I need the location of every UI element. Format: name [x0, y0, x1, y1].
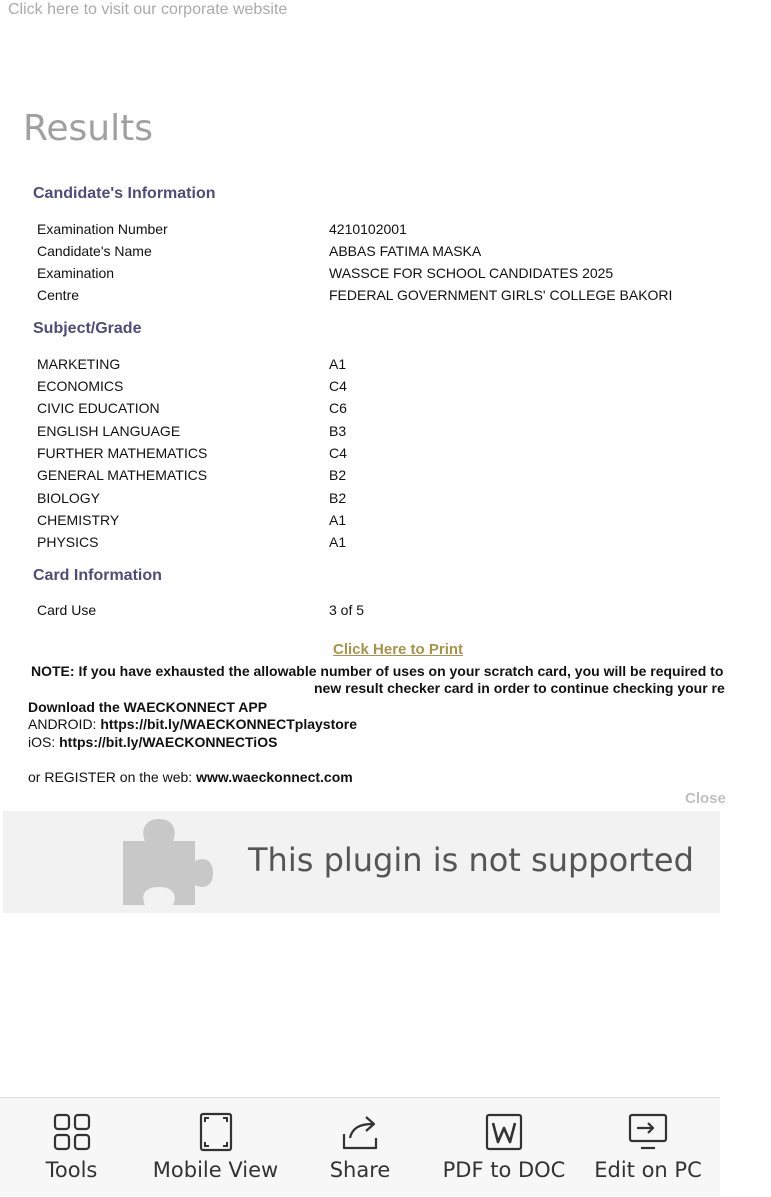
- note-line-1: NOTE: If you have exhausted the allowable number of uses on your scratch card, you will be required to: [31, 663, 724, 679]
- subject-name: PHYSICS: [37, 534, 99, 550]
- info-value: FEDERAL GOVERNMENT GIRLS' COLLEGE BAKORI: [329, 287, 673, 303]
- subject-name: MARKETING: [37, 356, 121, 372]
- ios-label: iOS:: [28, 734, 60, 750]
- mobile-view-icon: [199, 1112, 233, 1152]
- subject-grade: B2: [329, 490, 347, 506]
- android-label: ANDROID:: [28, 716, 101, 732]
- download-heading-text: Download the WAECKONNECT APP: [28, 699, 268, 715]
- download-heading: [28, 699, 267, 715]
- word-doc-icon: [484, 1112, 524, 1152]
- subject-name: BIOLOGY: [37, 490, 101, 506]
- subject-grade-heading: Subject/Grade: [33, 320, 142, 337]
- mobile-view-label: Mobile View: [152, 1158, 279, 1182]
- info-value: WASSCE FOR SCHOOL CANDIDATES 2025: [329, 265, 614, 281]
- share-icon: [340, 1112, 380, 1152]
- scratch-card-note: [31, 663, 771, 697]
- subject-name: FURTHER MATHEMATICS: [37, 445, 208, 461]
- pdf-to-doc-label: PDF to DOC: [442, 1158, 566, 1182]
- card-use-label: Card Use: [37, 602, 97, 618]
- subject-name: CIVIC EDUCATION: [37, 400, 160, 416]
- candidate-info-heading: Candidate's Information: [33, 185, 216, 202]
- register-line: [28, 769, 353, 785]
- unsupported-plugin-placeholder: [3, 811, 720, 913]
- corporate-website-link[interactable]: Click here to visit our corporate website: [8, 1, 288, 18]
- close-button[interactable]: Close: [685, 790, 726, 807]
- print-link[interactable]: Click Here to Print: [333, 641, 464, 658]
- ios-link[interactable]: https://bit.ly/WAECKONNECTiOS: [59, 734, 278, 750]
- share-button[interactable]: [288, 1098, 432, 1197]
- info-label: Examination: [37, 265, 115, 281]
- subject-grade: A1: [329, 512, 347, 528]
- subject-name: ENGLISH LANGUAGE: [37, 423, 181, 439]
- android-link[interactable]: https://bit.ly/WAECKONNECTplaystore: [100, 716, 358, 732]
- register-label: or REGISTER on the web:: [28, 769, 197, 785]
- subject-grade: B2: [329, 467, 347, 483]
- ios-line: [28, 734, 277, 750]
- subject-grade: C4: [329, 445, 347, 461]
- android-line: [28, 716, 357, 732]
- edit-on-pc-label: Edit on PC: [594, 1158, 702, 1182]
- subject-grade: C6: [329, 400, 347, 416]
- subject-grade: C4: [329, 378, 347, 394]
- note-line-2: new result checker card in order to continue checking your re: [314, 680, 725, 696]
- puzzle-piece-icon: [119, 815, 215, 907]
- card-use-value: 3 of 5: [329, 602, 365, 618]
- card-info-heading: Card Information: [33, 567, 162, 584]
- subject-grade: B3: [329, 423, 347, 439]
- bottom-toolbar: [0, 1097, 720, 1196]
- tools-label: Tools: [45, 1158, 98, 1182]
- page-title: Results: [23, 108, 153, 149]
- edit-on-pc-button[interactable]: [576, 1098, 720, 1197]
- tools-grid-icon: [52, 1112, 92, 1152]
- subject-name: ECONOMICS: [37, 378, 124, 394]
- mobile-view-button[interactable]: [143, 1098, 288, 1197]
- subject-grade: A1: [329, 534, 347, 550]
- pdf-to-doc-button[interactable]: [432, 1098, 576, 1197]
- info-label: Centre: [37, 287, 80, 303]
- edit-on-pc-icon: [627, 1112, 669, 1152]
- subject-name: GENERAL MATHEMATICS: [37, 467, 208, 483]
- tools-button[interactable]: [0, 1098, 143, 1197]
- subject-grade: A1: [329, 356, 347, 372]
- info-value: ABBAS FATIMA MASKA: [329, 243, 482, 259]
- subject-name: CHEMISTRY: [37, 512, 120, 528]
- share-label: Share: [329, 1158, 391, 1182]
- plugin-message: This plugin is not supported: [248, 841, 694, 879]
- info-label: Examination Number: [37, 221, 168, 237]
- register-link[interactable]: www.waeckonnect.com: [196, 769, 353, 785]
- info-label: Candidate's Name: [37, 243, 152, 259]
- info-value: 4210102001: [329, 221, 407, 237]
